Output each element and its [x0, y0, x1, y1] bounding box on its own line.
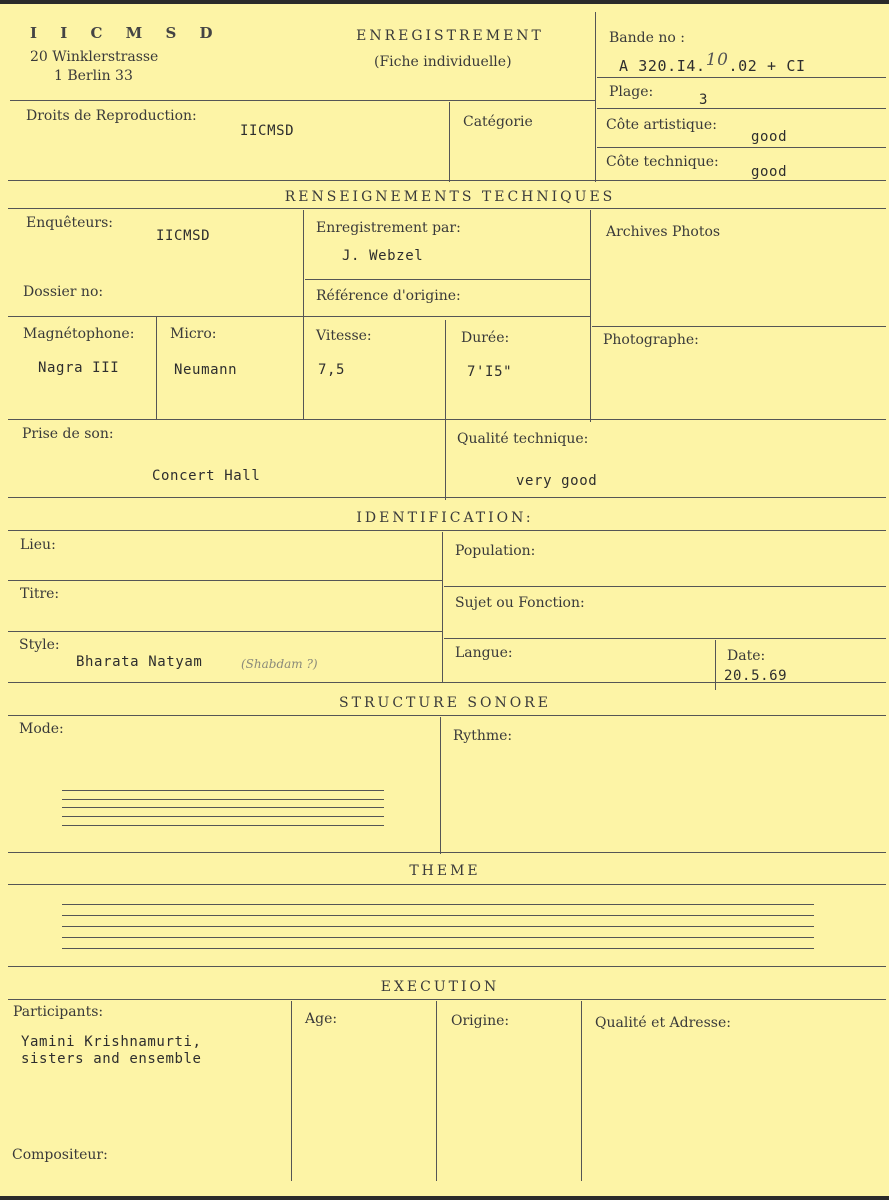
- bande-value: A 320.I4.10.02 + CI: [619, 50, 806, 75]
- style-value: Bharata Natyam: [76, 654, 203, 670]
- form-subtitle: (Fiche individuelle): [374, 54, 512, 70]
- divider: [8, 682, 886, 683]
- micro-label: Micro:: [170, 326, 217, 342]
- staff-line: [62, 937, 814, 938]
- plage-label: Plage:: [609, 84, 654, 100]
- reference-label: Référence d'origine:: [316, 288, 461, 304]
- magnetophone-value: Nagra III: [38, 360, 120, 376]
- divider: [445, 320, 446, 500]
- divider: [444, 586, 886, 587]
- divider: [449, 102, 450, 182]
- divider: [8, 999, 886, 1000]
- staff-line: [62, 790, 384, 791]
- enqueteurs-value: IICMSD: [156, 228, 211, 244]
- participants-line-1: Yamini Krishnamurti,: [21, 1034, 202, 1050]
- divider: [305, 279, 590, 280]
- vitesse-value: 7,5: [318, 362, 346, 378]
- staff-line: [62, 799, 384, 800]
- divider: [436, 1001, 437, 1181]
- divider: [442, 532, 443, 682]
- enqueteurs-label: Enquêteurs:: [26, 215, 114, 231]
- divider: [8, 180, 886, 181]
- divider: [8, 631, 442, 632]
- divider: [8, 419, 886, 420]
- prise-de-son-value: Concert Hall: [152, 468, 261, 484]
- registration-card: [0, 4, 889, 1196]
- divider: [291, 1001, 292, 1181]
- staff-line: [62, 926, 814, 927]
- rythme-label: Rythme:: [453, 728, 513, 744]
- section-heading-execution: EXECUTION: [380, 979, 500, 995]
- divider: [590, 210, 591, 422]
- plage-value: 3: [699, 92, 709, 108]
- sujet-label: Sujet ou Fonction:: [455, 595, 585, 611]
- participants-line-2: sisters and ensemble: [21, 1051, 202, 1067]
- date-label: Date:: [727, 648, 766, 664]
- org-logo: I I C M S D: [30, 24, 222, 42]
- divider: [595, 12, 596, 182]
- archives-photos-label: Archives Photos: [606, 224, 721, 240]
- staff-line: [62, 904, 814, 905]
- bande-label: Bande no :: [609, 30, 685, 46]
- staff-line: [62, 825, 384, 826]
- mode-label: Mode:: [19, 721, 64, 737]
- photographe-label: Photographe:: [603, 332, 699, 348]
- droits-value: IICMSD: [240, 123, 295, 139]
- droits-label: Droits de Reproduction:: [26, 108, 197, 124]
- divider: [8, 497, 886, 498]
- origine-label: Origine:: [451, 1013, 510, 1029]
- divider: [8, 884, 886, 885]
- divider: [8, 852, 886, 853]
- prise-de-son-label: Prise de son:: [22, 426, 114, 442]
- compositeur-label: Compositeur:: [12, 1147, 108, 1163]
- address-line-2: 1 Berlin 33: [54, 68, 133, 84]
- cote-technique-value: good: [751, 164, 788, 180]
- divider: [303, 210, 304, 420]
- section-heading-structure: STRUCTURE SONORE: [339, 695, 551, 711]
- staff-line: [62, 807, 384, 808]
- staff-line: [62, 948, 814, 949]
- divider: [444, 638, 886, 639]
- titre-label: Titre:: [20, 586, 60, 602]
- date-value: 20.5.69: [724, 668, 788, 684]
- cote-artistique-value: good: [751, 129, 788, 145]
- divider: [156, 317, 157, 419]
- divider: [8, 966, 886, 967]
- population-label: Population:: [455, 543, 536, 559]
- participants-label: Participants:: [13, 1004, 104, 1020]
- form-title: ENREGISTREMENT: [356, 28, 544, 44]
- enregistrement-par-value: J. Webzel: [342, 248, 424, 264]
- divider: [8, 580, 442, 581]
- divider: [597, 77, 886, 78]
- section-heading-theme: THEME: [409, 863, 481, 879]
- duree-label: Durée:: [461, 330, 510, 346]
- micro-value: Neumann: [174, 362, 238, 378]
- langue-label: Langue:: [455, 645, 513, 661]
- vitesse-label: Vitesse:: [316, 328, 372, 344]
- cote-technique-label: Côte technique:: [606, 154, 719, 170]
- section-heading-identification: IDENTIFICATION:: [356, 510, 534, 526]
- divider: [10, 100, 596, 101]
- divider: [8, 208, 886, 209]
- staff-line: [62, 816, 384, 817]
- qualite-technique-value: very good: [516, 473, 598, 489]
- magnetophone-label: Magnétophone:: [23, 326, 135, 342]
- divider: [8, 316, 590, 317]
- cote-artistique-label: Côte artistique:: [606, 117, 717, 133]
- enregistrement-par-label: Enregistrement par:: [316, 220, 461, 236]
- divider: [440, 717, 441, 854]
- age-label: Age:: [305, 1011, 338, 1027]
- style-label: Style:: [19, 637, 60, 653]
- divider: [8, 715, 886, 716]
- divider: [592, 326, 886, 327]
- dossier-label: Dossier no:: [23, 284, 104, 300]
- divider: [597, 108, 886, 109]
- divider: [581, 1001, 582, 1181]
- qualite-adresse-label: Qualité et Adresse:: [595, 1015, 731, 1031]
- section-heading-technique: RENSEIGNEMENTS TECHNIQUES: [284, 189, 616, 205]
- categorie-label: Catégorie: [463, 114, 533, 130]
- lieu-label: Lieu:: [20, 537, 56, 553]
- bande-handwritten: 10: [705, 50, 729, 70]
- divider: [8, 530, 886, 531]
- staff-line: [62, 915, 814, 916]
- qualite-technique-label: Qualité technique:: [457, 431, 589, 447]
- address-line-1: 20 Winklerstrasse: [30, 49, 159, 65]
- style-handwritten-note: (Shabdam ?): [241, 657, 318, 671]
- duree-value: 7'I5": [467, 364, 513, 380]
- divider: [597, 147, 886, 148]
